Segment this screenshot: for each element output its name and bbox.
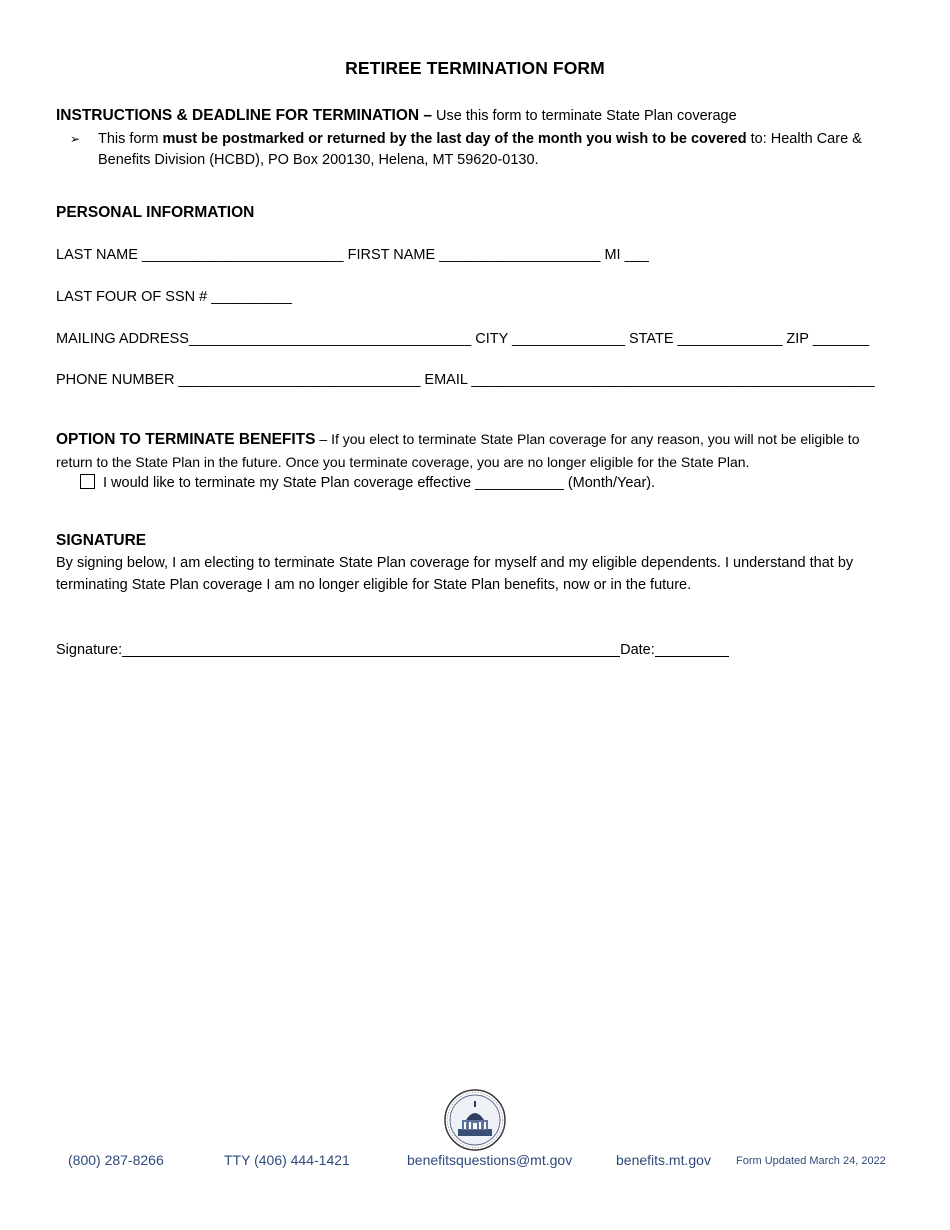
option-paragraph xyxy=(56,428,886,474)
bullet-text-address: to: Health Care & Benefits Division (HCBD), PO Box 200130, Helena, MT 59620-0130. xyxy=(98,131,862,168)
date-field[interactable] xyxy=(655,640,729,657)
signature-field[interactable] xyxy=(122,640,620,657)
signature-text: By signing below, I am electing to terminate State Plan coverage for myself and my eligible dependents. I understand that by terminating State Plan coverage I am no longer eligible for State Plan benefits, now or in the future. xyxy=(56,555,854,593)
footer-phone[interactable]: (800) 287-8266 xyxy=(68,1152,164,1168)
footer-updated: Form Updated March 24, 2022 xyxy=(736,1155,886,1167)
instructions-intro: Use this form to terminate State Plan coverage xyxy=(432,108,737,124)
form-title: RETIREE TERMINATION FORM xyxy=(345,58,605,78)
bullet-text-deadline: must be postmarked or returned by the last day of the month you wish to be covered xyxy=(162,131,747,147)
footer-tty[interactable]: TTY (406) 444-1421 xyxy=(224,1152,350,1168)
instructions-bullet-text xyxy=(98,129,890,171)
state-seal-icon xyxy=(444,1089,506,1151)
arrow-bullet-icon: ➢ xyxy=(70,132,81,146)
signature-row xyxy=(56,640,729,658)
signature-heading: SIGNATURE xyxy=(56,532,147,549)
bullet-text-pre: This form xyxy=(98,131,163,147)
instructions-heading: INSTRUCTIONS & DEADLINE FOR TERMINATION – xyxy=(56,107,433,124)
personal-info-heading: PERSONAL INFORMATION xyxy=(56,204,255,221)
footer-website-link[interactable]: benefits.mt.gov xyxy=(616,1152,711,1168)
instructions-line xyxy=(56,107,737,125)
contact-fields-row[interactable]: PHONE NUMBER ______________________________ EMAIL __________________________________________________ xyxy=(56,372,875,388)
name-fields-row[interactable]: LAST NAME _________________________ FIRST NAME ____________________ MI ___ xyxy=(56,247,649,263)
option-text: – If you elect to terminate State Plan coverage for any reason, you will not be eligible to return to the State Plan in the future. Once you terminate coverage, you are no longer eligible for the State Plan. xyxy=(56,431,860,470)
ssn-field-row[interactable]: LAST FOUR OF SSN # __________ xyxy=(56,289,292,305)
terminate-checkbox[interactable] xyxy=(80,474,95,489)
signature-label: Signature: xyxy=(56,642,123,658)
terminate-checkbox-row[interactable] xyxy=(80,474,655,491)
instructions-bullet xyxy=(70,129,890,171)
address-fields-row[interactable]: MAILING ADDRESS___________________________________ CITY ______________ STATE _____________ ZIP _______ xyxy=(56,331,870,347)
option-heading: OPTION TO TERMINATE BENEFITS xyxy=(56,431,316,448)
date-label: Date: xyxy=(620,642,655,658)
footer-email-link[interactable]: benefitsquestions@mt.gov xyxy=(407,1152,573,1168)
terminate-checkbox-label: I would like to terminate my State Plan coverage effective ___________ (Month/Year). xyxy=(103,475,656,491)
